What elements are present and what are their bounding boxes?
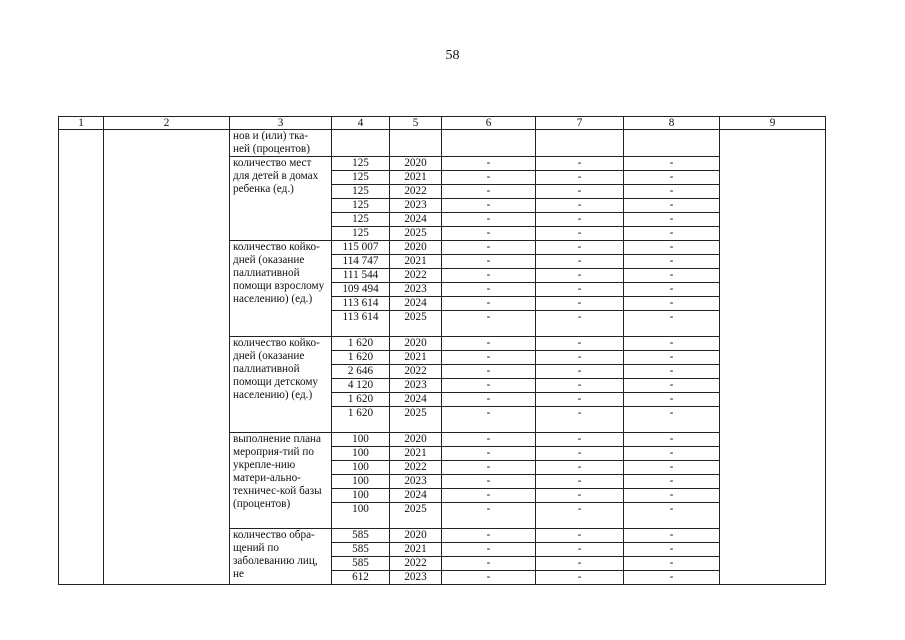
year-cell: 2023 [390,283,442,297]
indicator-label: количество мест для детей в домах ребенка (ед.) [230,157,332,241]
col8-cell: - [624,503,720,529]
value-cell: 114 747 [332,255,390,269]
year-cell: 2020 [390,337,442,351]
col8-cell: - [624,213,720,227]
value-cell: 585 [332,557,390,571]
header-row [59,117,826,130]
column-header-6: 6 [442,117,536,130]
value-cell: 115 007 [332,241,390,255]
year-cell: 2022 [390,461,442,475]
col6-cell: - [442,337,536,351]
col7-cell: - [536,213,624,227]
value-cell: 125 [332,213,390,227]
col7-cell: - [536,475,624,489]
col7-cell: - [536,171,624,185]
col6-cell: - [442,433,536,447]
page-number: 58 [445,48,460,63]
year-cell: 2022 [390,365,442,379]
value-cell: 125 [332,157,390,171]
col7-cell: - [536,311,624,337]
col1-cell [59,130,104,585]
col7-cell: - [536,557,624,571]
year-cell: 2024 [390,393,442,407]
indicator-label: количество койко-дней (оказание паллиативной помощи детскому населению) (ед.) [230,337,332,433]
col7-cell: - [536,351,624,365]
value-cell: 100 [332,475,390,489]
year-cell: 2020 [390,157,442,171]
indicator-label: количество обра-щений по заболеванию лиц, не [230,529,332,585]
col8-cell: - [624,475,720,489]
col6-cell: - [442,461,536,475]
col7-cell: - [536,297,624,311]
col8-cell: - [624,433,720,447]
col6-cell: - [442,171,536,185]
col7-cell: - [536,447,624,461]
col7-cell: - [536,283,624,297]
col6-cell: - [442,503,536,529]
year-cell: 2021 [390,171,442,185]
col6-cell: - [442,351,536,365]
col8-cell: - [624,255,720,269]
indicator-label: количество койко-дней (оказание паллиативной помощи взрослому населению) (ед.) [230,241,332,337]
col6-cell: - [442,557,536,571]
col8-cell: - [624,337,720,351]
col8-cell: - [624,227,720,241]
col7-cell: - [536,543,624,557]
value-cell: 111 544 [332,269,390,283]
year-cell: 2020 [390,433,442,447]
col6-cell: - [442,283,536,297]
col6-cell: - [442,447,536,461]
col7-cell: - [536,571,624,585]
col6-cell: - [442,269,536,283]
column-header-2: 2 [104,117,230,130]
col7-cell: - [536,157,624,171]
column-header-9: 9 [720,117,826,130]
year-cell: 2024 [390,213,442,227]
year-cell: 2021 [390,255,442,269]
col6-cell: - [442,475,536,489]
column-header-7: 7 [536,117,624,130]
col6-cell: - [442,379,536,393]
col8-cell: - [624,311,720,337]
col2-cell [104,130,230,585]
year-cell: 2023 [390,379,442,393]
col7-cell: - [536,255,624,269]
col9-cell [720,130,826,585]
col6-cell: - [442,571,536,585]
col6-cell: - [442,297,536,311]
col6-cell: - [442,255,536,269]
col8-cell: - [624,157,720,171]
col7-cell: - [536,379,624,393]
year-cell: 2022 [390,269,442,283]
column-header-3: 3 [230,117,332,130]
value-cell: 612 [332,571,390,585]
col8-cell: - [624,489,720,503]
col7-cell: - [536,461,624,475]
value-cell: 100 [332,503,390,529]
col7-cell: - [536,393,624,407]
col6-cell: - [442,365,536,379]
col7-cell: - [536,269,624,283]
col6-cell: - [442,393,536,407]
col6-cell: - [442,543,536,557]
col7-cell: - [536,227,624,241]
empty-cell [624,130,720,157]
year-cell: 2025 [390,311,442,337]
value-cell: 1 620 [332,351,390,365]
value-cell: 4 120 [332,379,390,393]
year-cell: 2025 [390,407,442,433]
col6-cell: - [442,213,536,227]
col8-cell: - [624,297,720,311]
table-body [59,117,826,585]
col8-cell: - [624,241,720,255]
col7-cell: - [536,433,624,447]
empty-cell [332,130,390,157]
col6-cell: - [442,199,536,213]
value-cell: 100 [332,433,390,447]
year-cell: 2023 [390,199,442,213]
year-cell: 2020 [390,241,442,255]
col6-cell: - [442,157,536,171]
value-cell: 125 [332,227,390,241]
year-cell: 2021 [390,447,442,461]
value-cell: 113 614 [332,297,390,311]
column-header-4: 4 [332,117,390,130]
year-cell: 2023 [390,571,442,585]
column-header-1: 1 [59,117,104,130]
col7-cell: - [536,529,624,543]
col8-cell: - [624,185,720,199]
col6-cell: - [442,407,536,433]
col7-cell: - [536,503,624,529]
value-cell: 100 [332,489,390,503]
value-cell: 585 [332,529,390,543]
value-cell: 125 [332,171,390,185]
col8-cell: - [624,461,720,475]
indicator-label: выполнение плана мероприя-тий по укрепле-нию матери-ально-техничес-кой базы (процентов) [230,433,332,529]
value-cell: 100 [332,447,390,461]
empty-cell [390,130,442,157]
year-cell: 2022 [390,557,442,571]
col7-cell: - [536,199,624,213]
empty-cell [536,130,624,157]
year-cell: 2020 [390,529,442,543]
year-cell: 2024 [390,297,442,311]
year-cell: 2021 [390,543,442,557]
col6-cell: - [442,241,536,255]
indicators-table [58,116,826,585]
col6-cell: - [442,227,536,241]
col7-cell: - [536,337,624,351]
col6-cell: - [442,529,536,543]
col8-cell: - [624,283,720,297]
col8-cell: - [624,407,720,433]
year-cell: 2025 [390,503,442,529]
value-cell: 113 614 [332,311,390,337]
col7-cell: - [536,365,624,379]
value-cell: 109 494 [332,283,390,297]
column-header-8: 8 [624,117,720,130]
value-cell: 1 620 [332,337,390,351]
col8-cell: - [624,365,720,379]
col8-cell: - [624,571,720,585]
col8-cell: - [624,393,720,407]
value-cell: 100 [332,461,390,475]
col8-cell: - [624,171,720,185]
year-cell: 2024 [390,489,442,503]
year-cell: 2025 [390,227,442,241]
value-cell: 125 [332,185,390,199]
year-cell: 2022 [390,185,442,199]
column-header-5: 5 [390,117,442,130]
col7-cell: - [536,489,624,503]
value-cell: 1 620 [332,407,390,433]
col7-cell: - [536,241,624,255]
col8-cell: - [624,199,720,213]
col7-cell: - [536,185,624,199]
value-cell: 125 [332,199,390,213]
empty-cell [442,130,536,157]
value-cell: 1 620 [332,393,390,407]
col6-cell: - [442,185,536,199]
col8-cell: - [624,543,720,557]
indicator-label: нов и (или) тка- ней (процентов) [230,130,332,157]
table-row [59,130,826,157]
col8-cell: - [624,351,720,365]
col8-cell: - [624,269,720,283]
value-cell: 2 646 [332,365,390,379]
col6-cell: - [442,489,536,503]
col8-cell: - [624,529,720,543]
year-cell: 2023 [390,475,442,489]
year-cell: 2021 [390,351,442,365]
col8-cell: - [624,557,720,571]
col6-cell: - [442,311,536,337]
col7-cell: - [536,407,624,433]
col8-cell: - [624,447,720,461]
value-cell: 585 [332,543,390,557]
col8-cell: - [624,379,720,393]
